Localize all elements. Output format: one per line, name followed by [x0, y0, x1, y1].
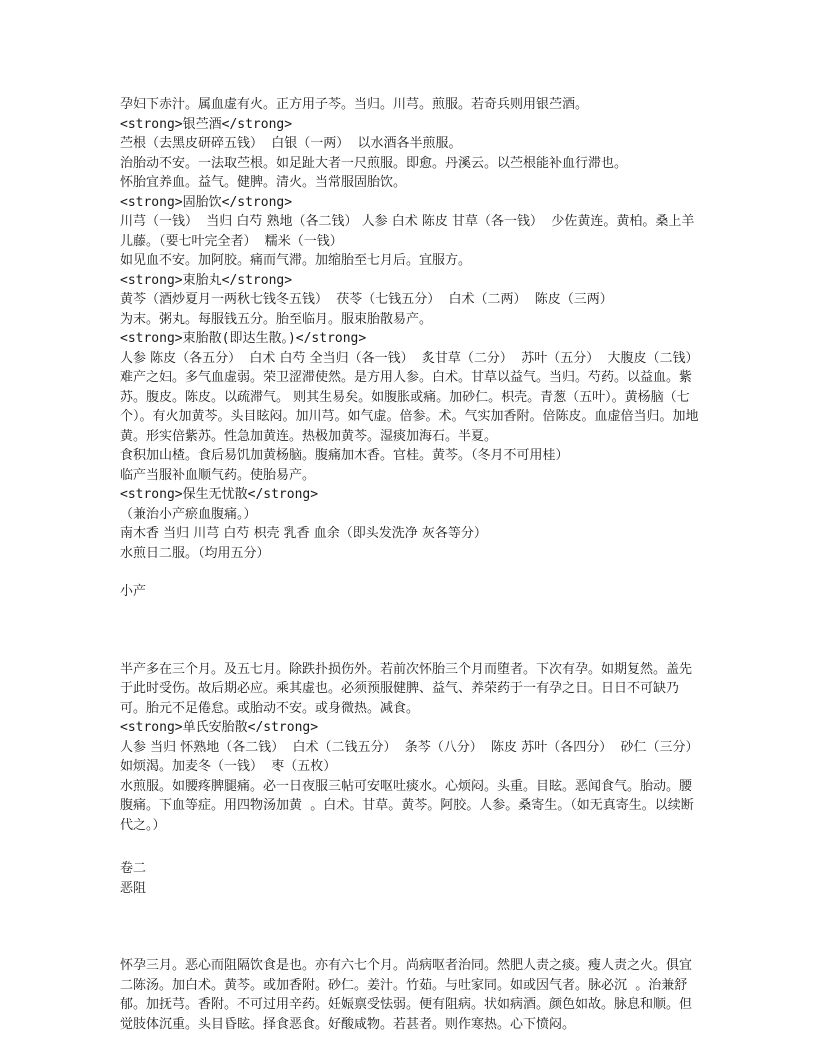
volume-heading: 卷二	[120, 861, 147, 876]
text-line: 苎根（去黑皮研碎五钱） 白银（一两） 以水酒各半煎服。	[120, 136, 462, 151]
formula-title: <strong>束胎散(即达生散。)</strong>	[120, 331, 367, 346]
text-line: 怀孕三月。恶心而阻隔饮食是也。亦有六七个月。尚病呕者治同。然肥人责之痰。瘦人责之火。俱宜二陈汤。加白术。黄芩。或加香附。砂仁。姜汁。竹茹。与吐家同。如或因气者。脉必沉 。治兼舒郁。加抚芎。香附。不可过用辛药。妊娠禀受怯弱。便有阻病。状如病酒。颜色如故。脉息和顺。但觉肢体沉重。头目昏眩。择食恶食。好酸咸物。若甚者。则作寒热。心下愤闷。	[120, 958, 693, 1032]
text-line: 孕妇下赤汁。属血虚有火。正方用子芩。当归。川芎。煎服。若奇兵则用银苎酒。	[120, 97, 589, 112]
formula-title: <strong>保生无忧散</strong>	[120, 487, 319, 502]
formula-title: <strong>固胎饮</strong>	[120, 194, 293, 210]
text-line: 黄芩（酒炒夏月一两秋七钱冬五钱） 茯苓（七钱五分） 白术（二两） 陈皮（三两）	[120, 292, 613, 307]
text-line: 水煎日二服。（均用五分）	[120, 545, 270, 561]
text-line: 治胎动不安。一法取苎根。如足趾大者一尺煎服。即愈。丹溪云。以苎根能补血行滞也。	[120, 155, 628, 171]
section-heading: 恶阻	[120, 880, 147, 896]
text-line: 难产之妇。多气血虚弱。荣卫涩滞使然。是方用人参。白术。甘草以益气。当归。芍药。以益血。紫苏。腹皮。陈皮。以疏滞气。 则其生易矣。如腹胀或痛。加砂仁。枳壳。青葱（五叶）。黄杨脑（七个）。有火加黄芩。头目眩闷。加川芎。如气虚。倍参。术。气实加香附。倍陈皮。血虚倍当归。加地黄。形实倍紫苏。性急加黄连。热极加黄芩。湿痰加海石。半夏。	[120, 370, 699, 444]
section-miscarriage	[120, 660, 707, 836]
text-line: 人参 当归 怀熟地（各二钱） 白术（二钱五分） 条芩（八分） 陈皮 苏叶（各四分） 砂仁（三分） 如烦渴。加麦冬（一钱） 枣（五枚）	[120, 739, 707, 774]
document-page	[120, 95, 707, 1034]
text-line: 临产当服补血顺气药。使胎易产。	[120, 467, 316, 483]
section-pregnancy-bleeding	[120, 95, 700, 563]
text-line: 半产多在三个月。及五七月。除跌扑损伤外。若前次怀胎三个月而堕者。下次有孕。如期复然。盖先于此时受伤。故后期必应。乘其虚也。必须预服健脾、益气、养荣药于一有孕之日。日日不可缺乃可。胎元不足倦怠。或胎动不安。或身微热。减食。	[120, 661, 693, 716]
text-line: （兼治小产瘀血腹痛。）	[120, 506, 257, 522]
text-line: 川芎（一钱） 当归 白芍 熟地（各二钱） 人参 白术 陈皮 甘草（各一钱） 少佐黄连。黄柏。桑上羊儿藤。（要七叶完全者） 糯米（一钱）	[120, 214, 695, 249]
formula-title: <strong>单氏安胎散</strong>	[120, 720, 319, 735]
formula-title: <strong>银苎酒</strong>	[120, 116, 293, 132]
text-line: 水煎服。如腰疼脾腿痛。必一日夜服三帖可安呕吐痰水。心烦闷。头重。目眩。恶闻食气。胎动。腰腹痛。下血等症。用四物汤加黄 。白术。甘草。黄芩。阿胶。人参。桑寄生。（如无真寄生。以续断代之。）	[120, 778, 694, 833]
text-line: 食积加山楂。食后易饥加黄杨脑。腹痛加木香。官桂。黄芩。（冬月不可用桂）	[120, 448, 569, 463]
text-line: 怀胎宜养血。益气。健脾。清火。当常服固胎饮。	[120, 175, 407, 190]
text-line: 为末。粥丸。每服钱五分。胎至临月。服束胎散易产。	[120, 311, 433, 327]
text-line: 南木香 当归 川芎 白芍 枳壳 乳香 血余（即头发洗净 灰各等分）	[120, 526, 487, 541]
section-heading: 小产	[120, 584, 147, 599]
section-morning-sickness	[120, 956, 700, 1034]
text-line: 如见血不安。加阿胶。痛而气滞。加缩胎至七月后。宜服方。	[120, 253, 472, 268]
text-line: 人参 陈皮（各五分） 白术 白芍 全当归（各一钱） 炙甘草（二分） 苏叶（五分） 大腹皮（二钱）	[120, 350, 699, 366]
formula-title: <strong>束胎丸</strong>	[120, 272, 293, 288]
